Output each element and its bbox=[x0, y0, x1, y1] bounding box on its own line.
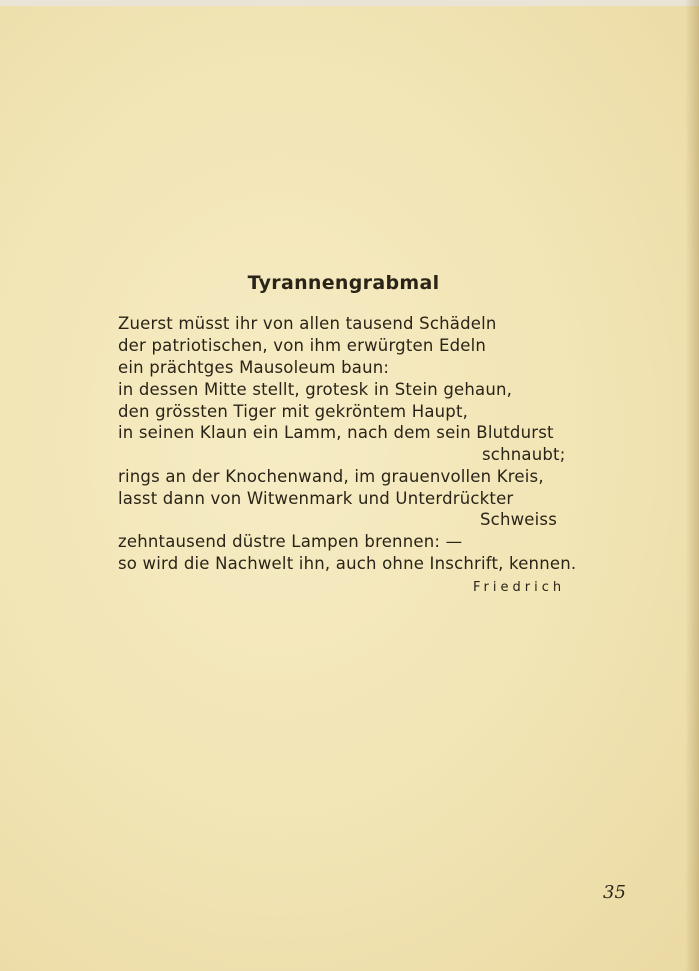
poem-line: so wird die Nachwelt ihn, auch ohne Inschrift, kennen. bbox=[118, 554, 577, 573]
author-signature: Friedrich bbox=[473, 580, 566, 595]
poem-line: lasst dann von Witwenmark und Unterdrückter bbox=[118, 489, 514, 508]
poem-line: zehntausend düstre Lampen brennen: — bbox=[118, 532, 463, 551]
poem-title-text: Tyrannengrabmal bbox=[247, 272, 440, 294]
poem-line: Schweiss bbox=[480, 510, 558, 529]
poem-line: ein prächtges Mausoleum baun: bbox=[118, 358, 390, 377]
page-right-edge bbox=[685, 0, 699, 971]
poem-line: rings an der Knochenwand, im grauenvollen Kreis, bbox=[118, 467, 544, 486]
poem-line: in seinen Klaun ein Lamm, nach dem sein Blutdurst bbox=[118, 423, 554, 442]
poem-line: schnaubt; bbox=[482, 445, 566, 464]
page-number: 35 bbox=[603, 882, 626, 903]
poem-title bbox=[0, 272, 699, 294]
poem-line: Zuerst müsst ihr von allen tausend Schädeln bbox=[118, 314, 497, 333]
page-top-edge bbox=[0, 0, 699, 6]
poem-line: der patriotischen, von ihm erwürgten Edeln bbox=[118, 336, 487, 355]
poem-line: in dessen Mitte stellt, grotesk in Stein gehaun, bbox=[118, 380, 513, 399]
poem-line: den grössten Tiger mit gekröntem Haupt, bbox=[118, 402, 469, 421]
